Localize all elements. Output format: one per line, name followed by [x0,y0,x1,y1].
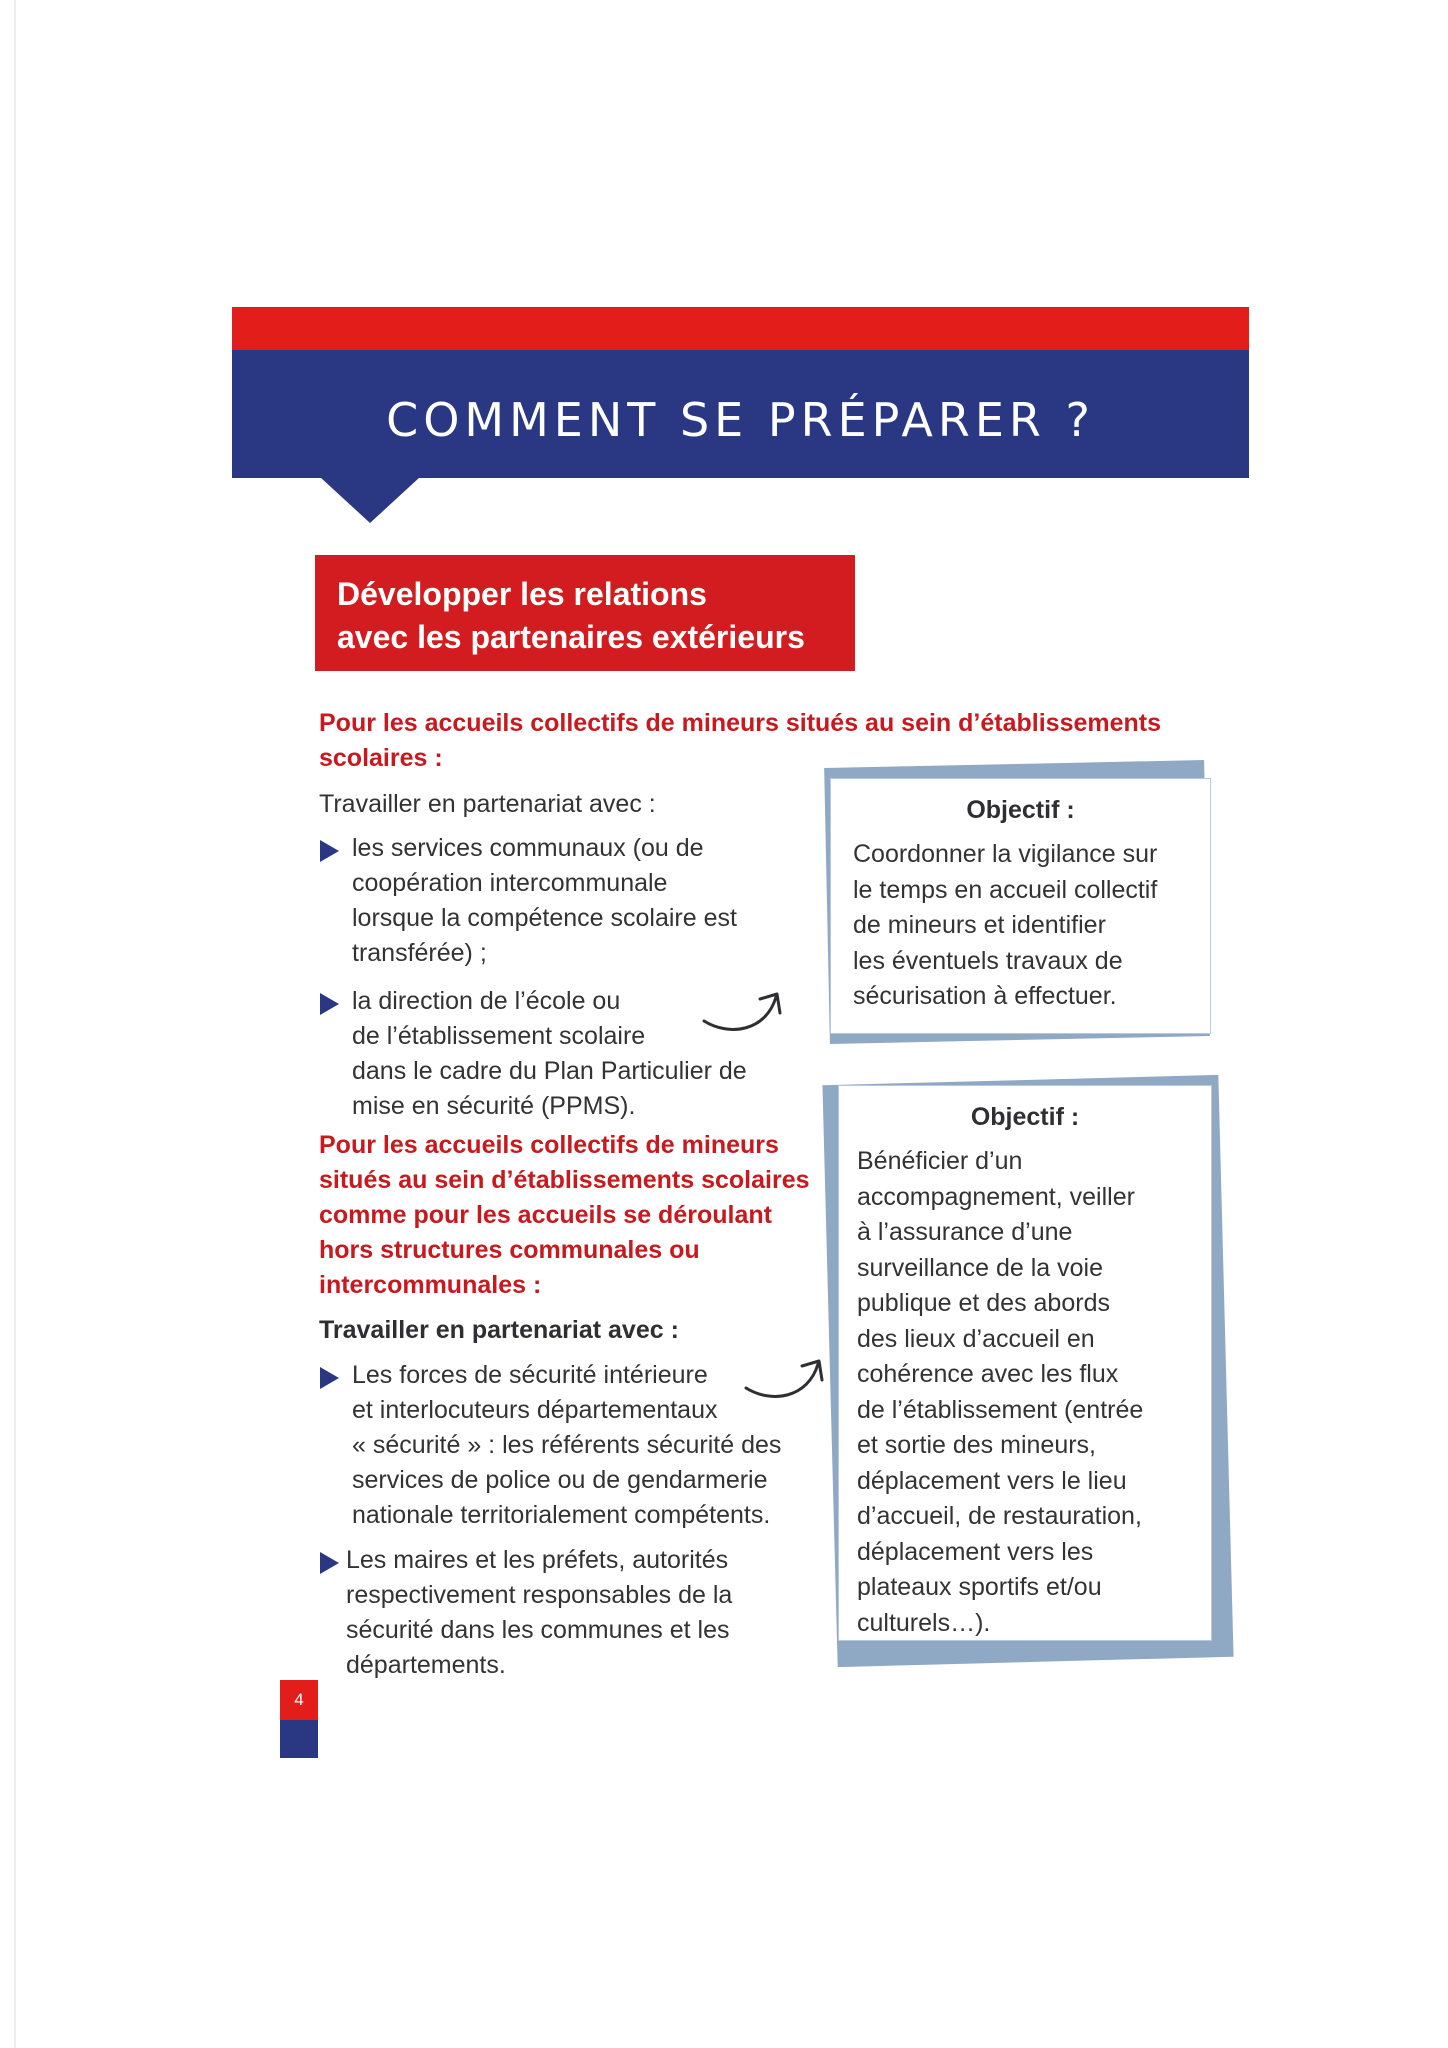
objective-line: sécurisation à effectuer. [853,982,1117,1010]
bullet-arrow-icon [320,1367,339,1389]
bullet-arrow-icon [320,1552,339,1574]
objective-line: de mineurs et identifier [853,911,1106,939]
page-number: 4 [280,1680,318,1720]
block2-bullet-2 [346,1543,732,1683]
block2-heading-line: comme pour les accueils se déroulant [319,1201,772,1229]
objective-line: d’accueil, de restauration, [857,1502,1142,1530]
objective-line: accompagnement, veiller [857,1182,1135,1211]
block1-bullet-1 [352,831,737,971]
page-title: COMMENT SE PRÉPARER ? [386,393,1095,447]
objective-line: surveillance de la voie [857,1253,1103,1282]
objective1-box [830,778,1211,1034]
block1-heading-line-1: Pour les accueils collectifs de mineurs situés au sein d’établissements [319,709,1162,737]
banner [232,350,1249,478]
block1-intro: Travailler en partenariat avec : [319,790,656,818]
objective-line: cohérence avec les flux [857,1360,1119,1388]
page-edge [14,0,16,2048]
banner-notch [320,477,420,523]
section-title-line-1: Développer les relations [337,576,707,612]
block2-heading-line: situés au sein d’établissements scolaires [319,1166,810,1194]
page-number-marker [280,1720,318,1758]
block2-heading [319,1128,839,1303]
curved-arrow-icon [700,985,790,1035]
bullet-arrow-icon [320,993,339,1015]
list-item-line: mise en sécurité (PPMS). [352,1092,636,1120]
list-item-line: et interlocuteurs départementaux [352,1396,718,1424]
list-item-line: la direction de l’école ou [352,987,621,1015]
list-item-line: Les forces de sécurité intérieure [352,1361,708,1389]
objective-line: Bénéficier d’un [857,1147,1023,1175]
banner-red-stripe [232,307,1249,350]
section-title [315,555,855,671]
objective-line: déplacement vers le lieu [857,1466,1127,1495]
list-item-line: nationale territorialement compétents. [352,1501,771,1529]
block1-bullet-2 [352,984,747,1124]
list-item-line: sécurité dans les communes et les [346,1616,730,1644]
curved-arrow-icon [742,1352,832,1402]
list-item-line: coopération intercommunale [352,869,668,897]
objective-line: déplacement vers les [857,1537,1094,1566]
objective2-box [838,1085,1212,1641]
list-item-line: de l’établissement scolaire [352,1022,646,1050]
objective-line: le temps en accueil collectif [853,875,1158,904]
objective-line: des lieux d’accueil en [857,1324,1095,1353]
objective1-text [853,837,1210,1015]
block1-heading-line-2: scolaires : [319,744,443,772]
block2-intro: Travailler en partenariat avec : [319,1316,679,1344]
objective2-title: Objectif : [970,1103,1080,1131]
list-item-line: transférée) ; [352,939,487,967]
list-item-line: lorsque la compétence scolaire est [352,904,737,932]
list-item-line: les services communaux (ou de [352,834,704,862]
objective1-title: Objectif : [966,796,1075,824]
block2-heading-line: intercommunales : [319,1271,542,1299]
list-item-line: Les maires et les préfets, autorités [346,1546,729,1574]
block2-heading-line: hors structures communales ou [319,1236,700,1264]
list-item-line: respectivement responsables de la [346,1581,733,1609]
objective-line: culturels…). [857,1608,991,1637]
objective-line: Coordonner la vigilance sur [853,840,1158,868]
list-item-line: « sécurité » : les référents sécurité des [352,1431,782,1459]
objective-line: les éventuels travaux de [853,946,1123,975]
objective-line: et sortie des mineurs, [857,1431,1096,1459]
section-title-line-2: avec les partenaires extérieurs [337,619,805,655]
objective2-text [857,1144,1211,1641]
list-item-line: dans le cadre du Plan Particulier de [352,1057,747,1085]
objective-line: de l’établissement (entrée [857,1395,1144,1424]
block2-bullet-1 [352,1358,781,1533]
objective-line: à l’assurance d’une [857,1218,1073,1246]
block2-heading-line: Pour les accueils collectifs de mineurs [319,1131,779,1159]
objective-line: publique et des abords [857,1289,1110,1317]
objective-line: plateaux sportifs et/ou [857,1573,1102,1601]
bullet-arrow-icon [320,840,339,862]
list-item-line: départements. [346,1651,506,1679]
list-item-line: services de police ou de gendarmerie [352,1466,768,1494]
